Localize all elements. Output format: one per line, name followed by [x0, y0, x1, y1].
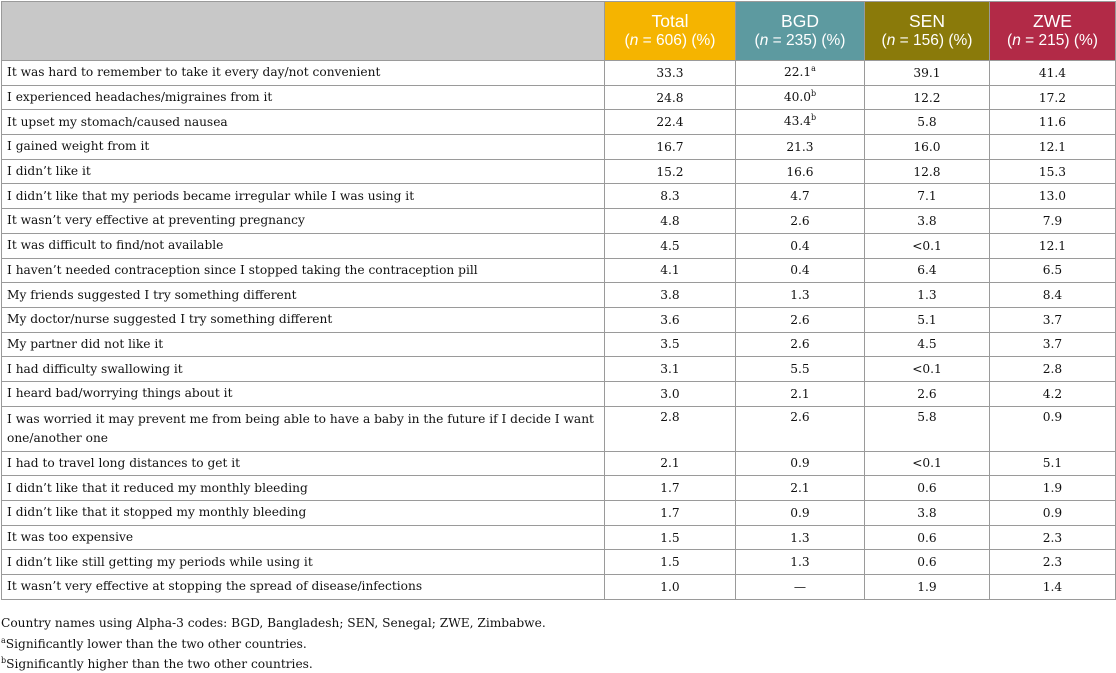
cell-zwe: 6.5 — [990, 258, 1116, 283]
cell-total: 15.2 — [605, 159, 736, 184]
table-row — [2, 357, 1116, 382]
row-label: It upset my stomach/caused nausea — [2, 110, 605, 135]
table-row — [2, 85, 1116, 110]
cell-bgd: 1.3 — [736, 283, 865, 308]
cell-sen: 6.4 — [865, 258, 990, 283]
cell-total: 1.5 — [605, 525, 736, 550]
table-row — [2, 451, 1116, 476]
cell-zwe: 1.4 — [990, 575, 1116, 600]
row-label: I was worried it may prevent me from being able to have a baby in the future if I decide I want one/another one — [2, 406, 605, 451]
row-label: I didn’t like it — [2, 159, 605, 184]
cell-zwe: 2.3 — [990, 550, 1116, 575]
cell-bgd: 21.3 — [736, 135, 865, 160]
table-row — [2, 258, 1116, 283]
cell-total: 24.8 — [605, 85, 736, 110]
table-row — [2, 283, 1116, 308]
cell-sen: <0.1 — [865, 357, 990, 382]
cell-zwe: 0.9 — [990, 406, 1116, 451]
row-label: I didn’t like that it stopped my monthly bleeding — [2, 501, 605, 526]
cell-bgd: 5.5 — [736, 357, 865, 382]
cell-sen: 5.1 — [865, 307, 990, 332]
table-row — [2, 575, 1116, 600]
cell-zwe: 15.3 — [990, 159, 1116, 184]
cell-sen: 2.6 — [865, 381, 990, 406]
cell-sen: 7.1 — [865, 184, 990, 209]
cell-total: 1.0 — [605, 575, 736, 600]
table-row — [2, 209, 1116, 234]
header-zwe — [990, 2, 1116, 61]
cell-total: 1.5 — [605, 550, 736, 575]
cell-bgd: 2.6 — [736, 307, 865, 332]
table-row — [2, 61, 1116, 86]
cell-total: 16.7 — [605, 135, 736, 160]
cell-zwe: 17.2 — [990, 85, 1116, 110]
cell-total: 3.6 — [605, 307, 736, 332]
cell-sen: 5.8 — [865, 406, 990, 451]
cell-zwe: 2.3 — [990, 525, 1116, 550]
cell-bgd: 4.7 — [736, 184, 865, 209]
table-row — [2, 406, 1116, 451]
cell-total: 3.5 — [605, 332, 736, 357]
cell-sen: 3.8 — [865, 501, 990, 526]
row-label: I had difficulty swallowing it — [2, 357, 605, 382]
row-label: I experienced headaches/migraines from it — [2, 85, 605, 110]
cell-total: 3.1 — [605, 357, 736, 382]
cell-zwe: 8.4 — [990, 283, 1116, 308]
cell-sen: 5.8 — [865, 110, 990, 135]
cell-zwe: 2.8 — [990, 357, 1116, 382]
table-row — [2, 110, 1116, 135]
header-sen — [865, 2, 990, 61]
cell-zwe: 12.1 — [990, 135, 1116, 160]
header-sample-size: (n = 156) (%) — [881, 32, 973, 49]
cell-total: 2.1 — [605, 451, 736, 476]
country-codes-note: Country names using Alpha-3 codes: BGD, Bangladesh; SEN, Senegal; ZWE, Zimbabwe. — [1, 616, 546, 630]
row-label: It was hard to remember to take it every day/not convenient — [2, 61, 605, 86]
cell-zwe: 4.2 — [990, 381, 1116, 406]
cell-bgd: 0.9 — [736, 501, 865, 526]
cell-sen: <0.1 — [865, 451, 990, 476]
header-sample-size: (n = 606) (%) — [624, 32, 716, 49]
cell-bgd: 2.1 — [736, 381, 865, 406]
cell-bgd: 2.6 — [736, 406, 865, 451]
cell-bgd: 1.3 — [736, 525, 865, 550]
cell-bgd: — — [736, 575, 865, 600]
cell-bgd: 0.4 — [736, 258, 865, 283]
table-row — [2, 550, 1116, 575]
table-row — [2, 525, 1116, 550]
cell-bgd: 1.3 — [736, 550, 865, 575]
cell-bgd: 2.6 — [736, 332, 865, 357]
cell-zwe: 12.1 — [990, 233, 1116, 258]
cell-total: 3.8 — [605, 283, 736, 308]
cell-sen: 39.1 — [865, 61, 990, 86]
header-code: SEN — [909, 11, 945, 31]
table-row — [2, 332, 1116, 357]
cell-sen: 1.9 — [865, 575, 990, 600]
cell-zwe: 3.7 — [990, 307, 1116, 332]
header-total — [605, 2, 736, 61]
cell-zwe: 3.7 — [990, 332, 1116, 357]
table-body — [2, 61, 1116, 600]
table-row — [2, 159, 1116, 184]
header-blank-cell — [2, 2, 605, 61]
cell-zwe: 13.0 — [990, 184, 1116, 209]
cell-bgd: 22.1$^a$ — [736, 61, 865, 86]
cell-zwe: 1.9 — [990, 476, 1116, 501]
cell-sen: 0.6 — [865, 476, 990, 501]
cell-total: 8.3 — [605, 184, 736, 209]
row-label: I had to travel long distances to get it — [2, 451, 605, 476]
cell-sen: <0.1 — [865, 233, 990, 258]
cell-sen: 0.6 — [865, 525, 990, 550]
header-code: BGD — [781, 11, 819, 31]
table-row — [2, 501, 1116, 526]
cell-sen: 4.5 — [865, 332, 990, 357]
row-label: My friends suggested I try something different — [2, 283, 605, 308]
cell-zwe: 11.6 — [990, 110, 1116, 135]
header-row — [2, 2, 1116, 61]
row-label: I didn’t like that it reduced my monthly bleeding — [2, 476, 605, 501]
table-row — [2, 135, 1116, 160]
cell-bgd: 0.9 — [736, 451, 865, 476]
cell-sen: 1.3 — [865, 283, 990, 308]
cell-total: 22.4 — [605, 110, 736, 135]
header-code: ZWE — [1033, 11, 1072, 31]
cell-bgd: 2.6 — [736, 209, 865, 234]
cell-zwe: 41.4 — [990, 61, 1116, 86]
cell-sen: 12.8 — [865, 159, 990, 184]
contraception-reasons-table — [1, 1, 1116, 600]
row-label: It was difficult to find/not available — [2, 233, 605, 258]
table-row — [2, 233, 1116, 258]
row-label: It wasn’t very effective at preventing pregnancy — [2, 209, 605, 234]
table-row — [2, 476, 1116, 501]
row-label: It was too expensive — [2, 525, 605, 550]
cell-sen: 3.8 — [865, 209, 990, 234]
cell-total: 4.1 — [605, 258, 736, 283]
header-sample-size: (n = 215) (%) — [1007, 32, 1098, 49]
cell-zwe: 0.9 — [990, 501, 1116, 526]
cell-total: 1.7 — [605, 476, 736, 501]
cell-total: 4.8 — [605, 209, 736, 234]
cell-bgd: 43.4$^b$ — [736, 110, 865, 135]
cell-total: 33.3 — [605, 61, 736, 86]
cell-bgd: 16.6 — [736, 159, 865, 184]
footnote-b: $^b$Significantly higher than the two other countries. — [1, 655, 313, 671]
cell-total: 2.8 — [605, 406, 736, 451]
cell-zwe: 5.1 — [990, 451, 1116, 476]
cell-total: 1.7 — [605, 501, 736, 526]
cell-sen: 12.2 — [865, 85, 990, 110]
row-label: My doctor/nurse suggested I try something different — [2, 307, 605, 332]
footnote-a: $^a$Significantly lower than the two other countries. — [1, 635, 307, 651]
cell-bgd: 40.0$^b$ — [736, 85, 865, 110]
row-label: I didn’t like that my periods became irregular while I was using it — [2, 184, 605, 209]
cell-zwe: 7.9 — [990, 209, 1116, 234]
table-row — [2, 381, 1116, 406]
cell-sen: 0.6 — [865, 550, 990, 575]
header-code: Total — [651, 11, 689, 31]
cell-bgd: 2.1 — [736, 476, 865, 501]
table-row — [2, 184, 1116, 209]
table-row — [2, 307, 1116, 332]
cell-bgd: 0.4 — [736, 233, 865, 258]
cell-sen: 16.0 — [865, 135, 990, 160]
cell-total: 4.5 — [605, 233, 736, 258]
header-bgd — [736, 2, 865, 61]
row-label: My partner did not like it — [2, 332, 605, 357]
header-sample-size: (n = 235) (%) — [754, 32, 846, 49]
row-label: I didn’t like still getting my periods while using it — [2, 550, 605, 575]
row-label: I haven’t needed contraception since I stopped taking the contraception pill — [2, 258, 605, 283]
row-label: I heard bad/worrying things about it — [2, 381, 605, 406]
cell-total: 3.0 — [605, 381, 736, 406]
row-label: It wasn’t very effective at stopping the spread of disease/infections — [2, 575, 605, 600]
row-label: I gained weight from it — [2, 135, 605, 160]
